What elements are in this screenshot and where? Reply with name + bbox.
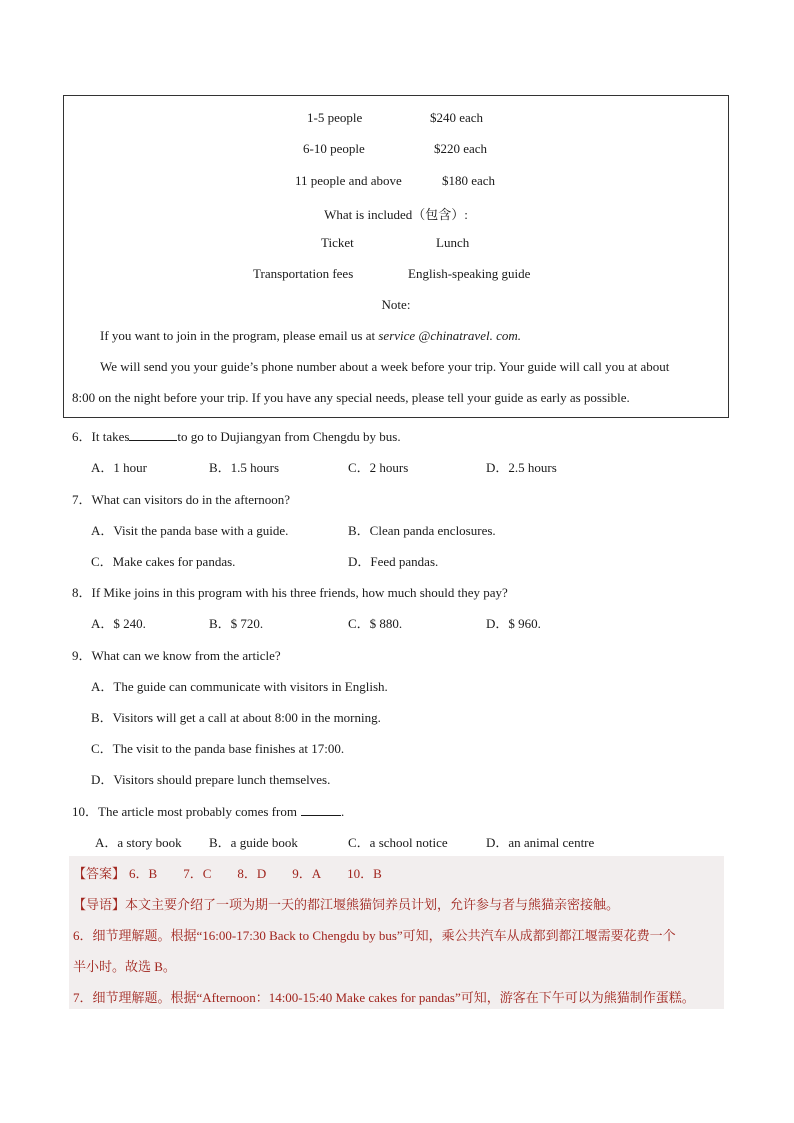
question-7 bbox=[72, 489, 290, 508]
option-7c[interactable]: C．Make cakes for pandas. bbox=[91, 554, 236, 569]
price-row bbox=[64, 141, 728, 161]
price-value: $220 each bbox=[434, 141, 488, 156]
option-6b[interactable]: B．1.5 hours bbox=[209, 460, 280, 475]
price-group: 6-10 people bbox=[303, 141, 365, 156]
option-9b[interactable]: B．Visitors will get a call at about 8:00 in the morning. bbox=[91, 710, 381, 725]
price-value: $240 each bbox=[430, 110, 484, 125]
included-item-guide: English-speaking guide bbox=[408, 266, 531, 281]
price-group: 1-5 people bbox=[307, 110, 363, 125]
included-item-ticket: Ticket bbox=[321, 235, 354, 250]
included-heading: What is included（包含）: bbox=[324, 207, 468, 222]
option-9a[interactable]: A．The guide can communicate with visitors in English. bbox=[91, 679, 388, 694]
answer-row bbox=[73, 863, 382, 882]
option-8a[interactable]: A．$ 240. bbox=[91, 616, 146, 631]
question-number: 10． bbox=[72, 804, 99, 819]
answer-label: 【答案】 bbox=[73, 866, 126, 881]
explanation-6-line-2: 半小时。故选 B。 bbox=[73, 959, 176, 974]
answer-blank bbox=[301, 803, 341, 816]
explanation-7: 7．细节理解题。根据“Afternoon：14:00-15:40 Make cakes for pandas”可知，游客在下午可以为熊猫制作蛋糕。 bbox=[73, 990, 695, 1005]
question-text: to go to Dujiangyan from Chengdu by bus. bbox=[177, 429, 401, 444]
price-group: 11 people and above bbox=[295, 173, 402, 188]
question-number: 8． bbox=[72, 585, 92, 600]
option-10b[interactable]: B．a guide book bbox=[209, 835, 298, 850]
option-8d[interactable]: D．$ 960. bbox=[486, 616, 541, 631]
option-6c[interactable]: C．2 hours bbox=[348, 460, 409, 475]
question-text: . bbox=[340, 804, 345, 819]
question-number: 7． bbox=[72, 492, 92, 507]
option-10d[interactable]: D．an animal centre bbox=[486, 835, 595, 850]
question-9 bbox=[72, 645, 281, 664]
program-info-box bbox=[63, 95, 729, 418]
question-text: It takes bbox=[91, 429, 130, 444]
answer-item: 7．C bbox=[183, 866, 212, 881]
option-8b[interactable]: B．$ 720. bbox=[209, 616, 264, 631]
answer-blank bbox=[129, 428, 177, 441]
explanation-6-line-1: 6．细节理解题。根据“16:00-17:30 Back to Chengdu by bus”可知，乘公共汽车从成都到都江堰需要花费一个 bbox=[73, 928, 676, 943]
answer-explanation-block bbox=[69, 856, 724, 1009]
question-8 bbox=[72, 582, 508, 601]
included-item-transport: Transportation fees bbox=[253, 266, 354, 281]
question-text: If Mike joins in this program with his three friends, how much should they pay? bbox=[91, 585, 508, 600]
question-6 bbox=[72, 426, 401, 445]
note-2-line-2: 8:00 on the night before your trip. If you have any special needs, please tell your guide as early as possible. bbox=[72, 390, 630, 405]
option-10c[interactable]: C．a school notice bbox=[348, 835, 448, 850]
guide-label: 【导语】 bbox=[73, 897, 126, 912]
price-row bbox=[64, 110, 728, 130]
included-row bbox=[64, 266, 728, 286]
question-10 bbox=[72, 801, 344, 820]
option-7d[interactable]: D．Feed pandas. bbox=[348, 554, 439, 569]
option-10a[interactable]: A．a story book bbox=[95, 835, 182, 850]
answer-item: 10．B bbox=[347, 866, 382, 881]
note-heading: Note: bbox=[381, 297, 411, 312]
note-2-line-1: We will send you your guide’s phone number about a week before your trip. Your guide will call you at about bbox=[100, 359, 670, 374]
question-text: What can visitors do in the afternoon? bbox=[91, 492, 291, 507]
option-6a[interactable]: A．1 hour bbox=[91, 460, 147, 475]
option-9c[interactable]: C．The visit to the panda base finishes at 17:00. bbox=[91, 741, 345, 756]
price-row bbox=[64, 173, 728, 193]
answer-item: 8．D bbox=[237, 866, 267, 881]
included-item-lunch: Lunch bbox=[436, 235, 470, 250]
note-paragraph-1 bbox=[100, 328, 521, 344]
included-heading-row bbox=[64, 204, 728, 224]
answer-item: 6．B bbox=[129, 866, 158, 881]
option-8c[interactable]: C．$ 880. bbox=[348, 616, 403, 631]
option-7a[interactable]: A．Visit the panda base with a guide. bbox=[91, 523, 289, 538]
question-text: The article most probably comes from bbox=[98, 804, 297, 819]
contact-email: service @chinatravel. com. bbox=[378, 328, 521, 343]
question-number: 9． bbox=[72, 648, 92, 663]
note-heading-row bbox=[64, 297, 728, 317]
option-9d[interactable]: D．Visitors should prepare lunch themselves. bbox=[91, 772, 331, 787]
option-7b[interactable]: B．Clean panda enclosures. bbox=[348, 523, 496, 538]
included-row bbox=[64, 235, 728, 255]
guide-text: 本文主要介绍了一项为期一天的都江堰熊猫饲养员计划，允许参与者与熊猫亲密接触。 bbox=[125, 897, 620, 912]
price-value: $180 each bbox=[442, 173, 496, 188]
question-text: What can we know from the article? bbox=[91, 648, 281, 663]
option-6d[interactable]: D．2.5 hours bbox=[486, 460, 557, 475]
question-number: 6． bbox=[72, 429, 92, 444]
guide-row bbox=[73, 894, 619, 913]
note-1-text: If you want to join in the program, please email us at bbox=[100, 328, 379, 343]
answer-item: 9．A bbox=[292, 866, 322, 881]
